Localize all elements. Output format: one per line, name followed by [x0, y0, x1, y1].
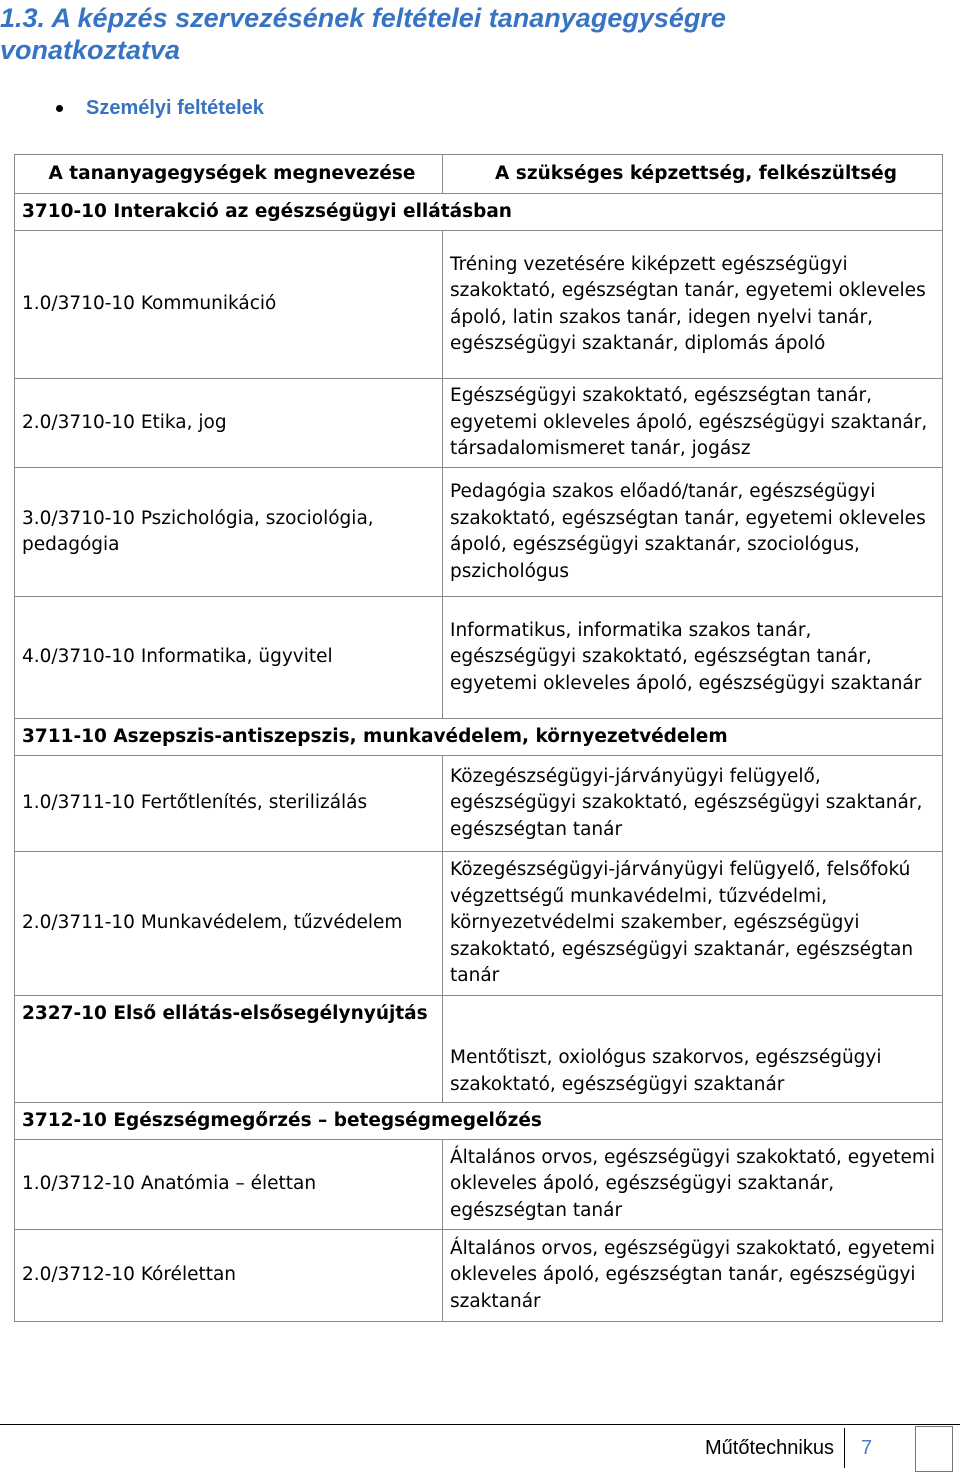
table-row: [15, 231, 943, 379]
unit-name: 1.0/3711-10 Fertőtlenítés, sterilizálás: [15, 756, 443, 852]
group-title: 3711-10 Aszepszis-antiszepszis, munkavédelem, környezetvédelem: [15, 719, 943, 756]
bullet-text: Személyi feltételek: [86, 97, 264, 119]
header-qualification: A szükséges képzettség, felkészültség: [443, 155, 943, 194]
qualification: Mentőtiszt, oxiológus szakorvos, egészségügyi szakoktató, egészségügyi szaktanár: [443, 996, 943, 1103]
page-number: 7: [860, 1436, 873, 1459]
footer-divider: [0, 1424, 960, 1425]
table-row: [15, 756, 943, 852]
qualification: Pedagógia szakos előadó/tanár, egészségügyi szakoktató, egészségtan tanár, egyetemi okleveles ápoló, egészségügyi szaktanár, szociológus, pszichológus: [443, 468, 943, 597]
table-row: [15, 1140, 943, 1230]
page-footer: [705, 1428, 872, 1468]
table-row: [15, 379, 943, 468]
unit-name: 3.0/3710-10 Pszichológia, szociológia, pedagógia: [15, 468, 443, 597]
qualification: Tréning vezetésére kiképzett egészségügyi szakoktató, egészségtan tanár, egyetemi okleveles ápoló, latin szakos tanár, idegen nyelvi tanár, egészségügyi szaktanár, diplomás ápoló: [443, 231, 943, 379]
table-row: [15, 852, 943, 996]
page-number-box: [915, 1426, 953, 1472]
qualification: Általános orvos, egészségügyi szakoktató, egyetemi okleveles ápoló, egészségügyi szaktanár, egészségtan tanár: [443, 1140, 943, 1230]
table-row: [15, 597, 943, 719]
group-title: 3710-10 Interakció az egészségügyi ellátásban: [15, 194, 943, 231]
bullet-icon: [56, 105, 63, 112]
group-row: [15, 1103, 943, 1140]
table-header-row: [15, 155, 943, 194]
section-heading: 1.3. A képzés szervezésének feltételei tananyagegységre vonatkoztatva: [0, 3, 726, 65]
unit-name: 2.0/3710-10 Etika, jog: [15, 379, 443, 468]
table-row: [15, 468, 943, 597]
qualification: Egészségügyi szakoktató, egészségtan tanár, egyetemi okleveles ápoló, egészségügyi szaktanár, társadalomismeret tanár, jogász: [443, 379, 943, 468]
table-row: [15, 1230, 943, 1322]
group-row: [15, 719, 943, 756]
footer-title: Műtőtechnikus: [705, 1428, 845, 1468]
bullet-item: [56, 97, 264, 120]
qualification: Közegészségügyi-járványügyi felügyelő, egészségügyi szakoktató, egészségügyi szaktanár, egészségtan tanár: [443, 756, 943, 852]
qualification: Általános orvos, egészségügyi szakoktató, egyetemi okleveles ápoló, egészségtan tanár, egészségügyi szaktanár: [443, 1230, 943, 1322]
group-row-single: [15, 996, 943, 1103]
qualification: Informatikus, informatika szakos tanár, egészségügyi szakoktató, egészségtan tanár, egyetemi okleveles ápoló, egészségügyi szaktanár: [443, 597, 943, 719]
unit-name: 1.0/3712-10 Anatómia – élettan: [15, 1140, 443, 1230]
group-row: [15, 194, 943, 231]
unit-name: 2.0/3711-10 Munkavédelem, tűzvédelem: [15, 852, 443, 996]
qualification: Közegészségügyi-járványügyi felügyelő, felsőfokú végzettségű munkavédelmi, tűzvédelmi, környezetvédelmi szakember, egészségügyi szakoktató, egészségügyi szaktanár, egészségtan tanár: [443, 852, 943, 996]
header-unit-name: A tananyagegységek megnevezése: [15, 155, 443, 194]
unit-name: 2.0/3712-10 Kórélettan: [15, 1230, 443, 1322]
requirements-table: [14, 154, 943, 1322]
unit-name: 4.0/3710-10 Informatika, ügyvitel: [15, 597, 443, 719]
group-title: 3712-10 Egészségmegőrzés – betegségmegelőzés: [15, 1103, 943, 1140]
unit-name: 1.0/3710-10 Kommunikáció: [15, 231, 443, 379]
group-title: 2327-10 Első ellátás-elsősegélynyújtás: [15, 996, 443, 1103]
